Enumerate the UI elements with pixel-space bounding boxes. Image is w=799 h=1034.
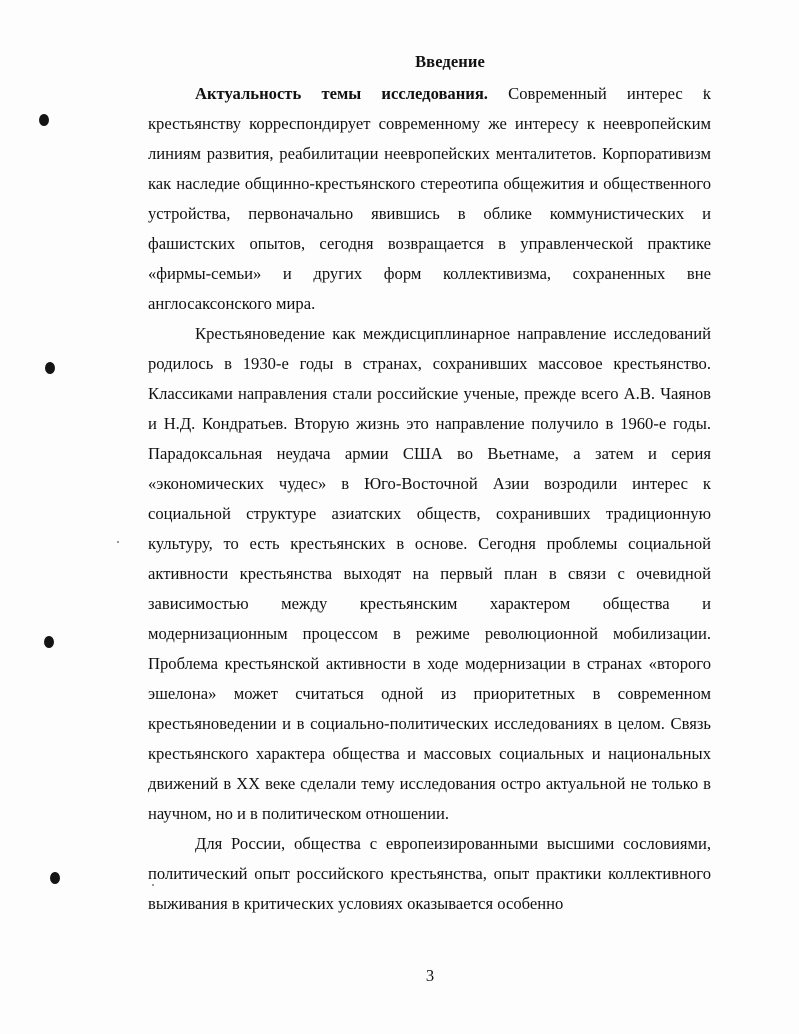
binding-hole-mark — [45, 362, 55, 374]
scan-speck — [117, 541, 119, 543]
paragraph-text: Для России, общества с европеизированными высшими сословиями, политический опыт российского крестьянства, опыт практики коллективного выживания в критических условиях оказывается особенно — [148, 834, 711, 913]
paragraph-relevance — [148, 79, 711, 319]
binding-hole-mark — [39, 114, 49, 126]
paragraph-text: Крестьяноведение как междисциплинарное направление исследований родилось в 1930-е годы в странах, сохранивших массовое крестьянство. Классиками направления стали российские ученые, прежде всего А.В. Чаянов и Н.Д. Кондратьев. Вторую жизнь это направление получило в 1960-е годы. Парадоксальная неудача армии США во Вьетнаме, а затем и серия «экономических чудес» в Юго-Восточной Азии возродили интерес к социальной структуре азиатских обществ, сохранивших традиционную культуру, то есть крестьянских в основе. Сегодня проблемы социальной активности крестьянства выходят на первый план в связи с очевидной зависимостью между крестьянским характером общества и модернизационным процессом в режиме революционной мобилизации. Проблема крестьянской активности в ходе модернизации в странах «второго эшелона» может считаться одной из приоритетных в современном крестьяноведении и в социально-политических исследованиях в целом. Связь крестьянского характера общества и массовых социальных и национальных движений в XX веке сделали тему исследования остро актуальной не только в научном, но и в политическом отношении. — [148, 324, 711, 823]
binding-hole-mark — [50, 872, 60, 884]
paragraph-peasant-studies — [148, 319, 711, 829]
binding-hole-mark — [44, 636, 54, 648]
paragraph-text: Современный интерес к крестьянству корреспондирует современному же интересу к неевропейским линиям развития, реабилитации неевропейских менталитетов. Корпоративизм как наследие общинно-крестьянского стереотипа общежития и общественного устройства, первоначально явившись в облике коммунистических и фашистских опытов, сегодня возвращается в управленческой практике «фирмы-семьи» и других форм коллективизма, сохраненных вне англосаксонского мира. — [148, 84, 711, 313]
paragraph-russia — [148, 829, 711, 919]
paragraph-lead: Актуальность темы исследования. — [195, 84, 488, 103]
body-text — [148, 79, 711, 919]
page-number: 3 — [425, 966, 435, 985]
section-title: Введение — [415, 52, 485, 71]
